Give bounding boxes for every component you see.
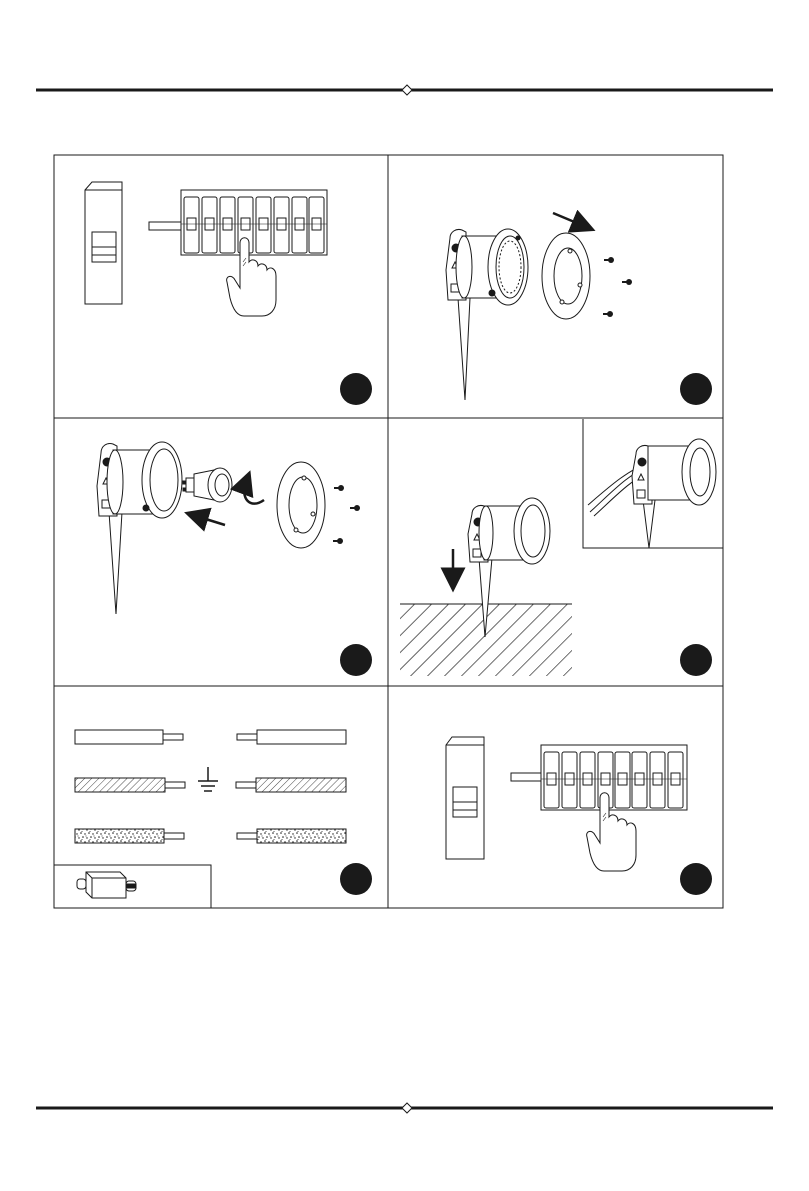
breaker-bank	[149, 190, 327, 255]
top-rule	[36, 85, 773, 95]
screws	[333, 485, 360, 544]
arrow-icon	[553, 213, 584, 226]
panel-5-wire-connection	[54, 730, 372, 908]
inset-connector-block	[54, 865, 211, 908]
consumer-unit	[85, 182, 122, 304]
breaker-bank	[511, 745, 687, 810]
wire-earth-left	[75, 778, 185, 792]
step-badge-1	[340, 373, 372, 405]
gu10-lamp	[183, 468, 232, 502]
step-badge-4	[680, 644, 712, 676]
front-ring	[542, 233, 590, 319]
lamp-body	[107, 442, 182, 518]
front-ring	[277, 462, 325, 548]
step-badge-3	[340, 644, 372, 676]
inset-cable-wiring	[583, 419, 723, 548]
panel-2-remove-ring	[446, 213, 712, 405]
panel-6-restore-power	[446, 737, 712, 895]
wire-neutral-right	[237, 829, 346, 843]
lamp-body	[456, 229, 528, 305]
wire-live-left	[75, 730, 183, 744]
earth-ground-icon	[198, 767, 218, 791]
consumer-unit	[446, 737, 484, 859]
panel-3-insert-lamp	[97, 442, 372, 676]
screws	[603, 257, 632, 317]
panel-4-push-into-ground	[400, 419, 723, 676]
arrow-icon	[196, 516, 225, 525]
step-badge-2	[680, 373, 712, 405]
step-badge-6	[680, 863, 712, 895]
panel-1-isolate-power	[85, 182, 372, 405]
wire-earth-right	[236, 778, 346, 792]
wire-live-right	[237, 730, 346, 744]
rotate-arrow-icon	[244, 482, 264, 504]
step-badge-5	[340, 863, 372, 895]
bottom-rule	[36, 1103, 773, 1113]
lamp-body	[479, 498, 550, 564]
wire-neutral-left	[75, 829, 184, 843]
